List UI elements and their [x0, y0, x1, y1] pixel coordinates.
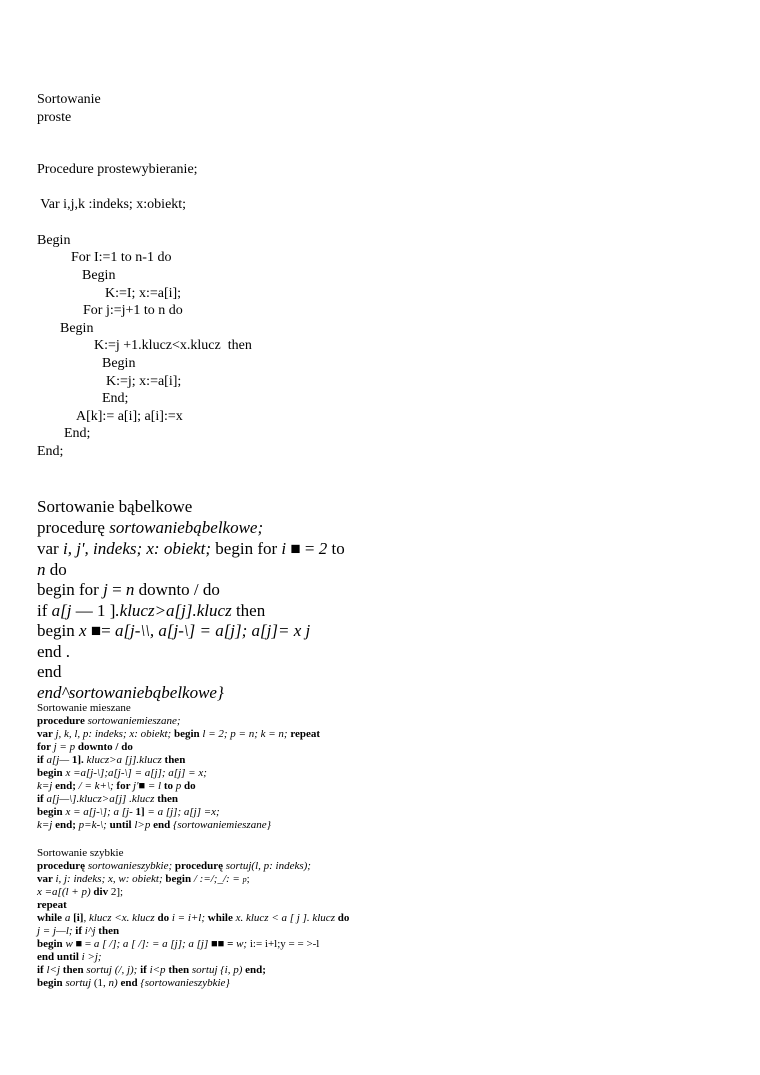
shaker-line-5: begin x =a[j-\];a[j-\] = a[j]; a[j] = x;	[37, 767, 207, 779]
code-line: Procedure prostewybieranie;	[37, 162, 198, 177]
quick-line-5: while a [i], klucz <x. klucz do i = i+l; while x. klucz < a [ j ]. klucz do	[37, 912, 350, 924]
quick-line-7: begin w ■ = a [ /]; a [ /]: = a [j]; a [j] ■■ = w; i:= i+l;y = = >-l	[37, 938, 320, 950]
code-line: A[k]:= a[i]; a[i]:=x	[76, 409, 183, 424]
quick-line-4: repeat	[37, 899, 67, 911]
bubble-line-2: var i, j', indeks; x: obiekt; begin for i ■ = 2 to	[37, 539, 345, 558]
quick-line-2: var i, j: indeks; x, w: obiekt; begin / :=/;_/: = p;	[37, 873, 250, 885]
quick-line-3: x =a[(l + p) div 2];	[37, 886, 124, 898]
shaker-line-8: begin x = a[j-\]; a [j- 1] = a [j]; a[j] =x;	[37, 806, 220, 818]
bubble-line-9: end^sortowaniebąbelkowe}	[37, 683, 224, 702]
shaker-line-7: if a[j—\].klucz>a[j] .klucz then	[37, 793, 178, 805]
code-line: Begin	[102, 356, 136, 371]
code-line: For j:=j+1 to n do	[83, 303, 183, 318]
bubble-line-4: begin for j = n downto / do	[37, 580, 220, 599]
shaker-line-1: procedure sortowaniemieszane;	[37, 715, 181, 727]
quick-line-1: procedurę sortowanieszybkie; procedurę sortuj(l, p: indeks);	[37, 860, 311, 872]
code-line: End;	[102, 391, 129, 406]
section3-title: Sortowanie mieszane	[37, 702, 131, 714]
shaker-line-2: var j, k, l, p: indeks; x: obiekt; begin l = 2; p = n; k = n; repeat	[37, 728, 321, 740]
bubble-line-8: end	[37, 662, 62, 681]
code-line: K:=j +1.klucz<x.klucz then	[94, 338, 252, 353]
code-line: Var i,j,k :indeks; x:obiekt;	[37, 197, 187, 212]
section4-title: Sortowanie szybkie	[37, 847, 124, 859]
code-line: End;	[37, 444, 64, 459]
section1-title-line1: Sortowanie	[37, 92, 101, 107]
code-line: Begin	[37, 233, 71, 248]
bubble-line-7: end .	[37, 642, 71, 661]
quick-line-8: end until i >j;	[37, 951, 102, 963]
bubble-line-6: begin x ■= a[j-\\, a[j-\] = a[j]; a[j]= x j	[37, 621, 311, 640]
code-line: K:=I; x:=a[i];	[105, 286, 182, 301]
bubble-line-1: procedurę sortowaniebąbelkowe;	[37, 518, 264, 537]
shaker-line-6: k=j end; / = k+\; for j'■ = l to p do	[37, 780, 196, 792]
quick-line-6: j = j—l; if i^j then	[37, 925, 120, 937]
shaker-line-9: k=j end; p=k-\; until l>p end {sortowaniemieszane}	[37, 819, 271, 831]
code-line: Begin	[82, 268, 116, 283]
shaker-line-3: for j = p downto / do	[37, 741, 133, 753]
code-line: End;	[64, 426, 91, 441]
quick-line-9: if l<j then sortuj (/, j); if i<p then sortuj {i, p) end;	[37, 964, 266, 976]
quick-line-10: begin sortuj (1, n) end {sortowanieszybkie}	[37, 977, 230, 989]
code-line: Begin	[60, 321, 94, 336]
bubble-line-5: if a[j — 1 ].klucz>a[j].klucz then	[37, 601, 266, 620]
section2-title: Sortowanie bąbelkowe	[37, 497, 193, 516]
shaker-line-4: if a[j— 1]. klucz>a [j].klucz then	[37, 754, 186, 766]
code-line: K:=j; x:=a[i];	[106, 374, 182, 389]
section1-title-line2: proste	[37, 110, 72, 125]
bubble-line-3: n do	[37, 560, 67, 579]
code-line: For I:=1 to n-1 do	[71, 250, 172, 265]
